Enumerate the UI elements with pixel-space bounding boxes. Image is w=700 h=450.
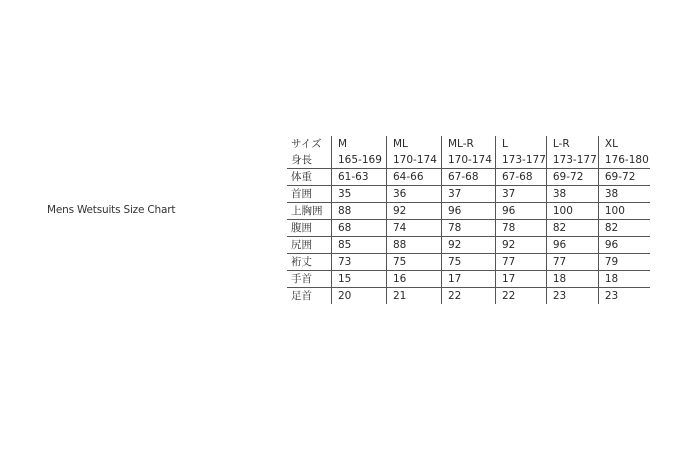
table-cell: 77 <box>496 254 547 271</box>
table-row <box>287 203 650 220</box>
table-cell: 67-68 <box>442 169 496 186</box>
header-cell-l: L <box>496 136 547 152</box>
table-cell: 173-177 <box>496 152 547 169</box>
table-cell: 88 <box>332 203 387 220</box>
table-cell: 170-174 <box>387 152 442 169</box>
table-cell: 82 <box>598 220 650 237</box>
table-cell: 96 <box>546 237 598 254</box>
table-cell: 23 <box>604 290 619 302</box>
row-label: 腹囲 <box>287 220 332 237</box>
table-cell: 85 <box>332 237 387 254</box>
table-cell: 67-68 <box>496 169 547 186</box>
table-cell: 79 <box>598 254 650 271</box>
table-cell: 82 <box>546 220 598 237</box>
table-cell: 165-169 <box>332 152 387 169</box>
table-cell: 17 <box>442 271 496 288</box>
table-cell: 36 <box>387 186 442 203</box>
row-label: 身長 <box>287 152 332 169</box>
row-label: 裄丈 <box>287 254 332 271</box>
table-cell: 100 <box>546 203 598 220</box>
table-row <box>287 271 650 288</box>
table-cell: 92 <box>496 237 547 254</box>
table-cell: 69-72 <box>598 169 650 186</box>
table-cell: 23 <box>546 288 598 305</box>
table-cell: 92 <box>387 203 442 220</box>
table-row <box>287 288 650 305</box>
table-cell: 37 <box>442 186 496 203</box>
header-cell-ml: ML <box>387 136 442 152</box>
table-cell: 92 <box>442 237 496 254</box>
header-row <box>287 136 650 152</box>
row-label: 上胸囲 <box>287 203 332 220</box>
row-label: 首囲 <box>287 186 332 203</box>
table-cell: 173-177 <box>546 152 598 169</box>
table-cell: 17 <box>496 271 547 288</box>
header-cell-l-r: L-R <box>546 136 598 152</box>
table-cell: 75 <box>387 254 442 271</box>
row-label: 足首 <box>287 288 332 305</box>
table-cell: 18 <box>546 271 598 288</box>
table-cell: 75 <box>442 254 496 271</box>
table-cell: 100 <box>598 203 650 220</box>
row-label: 尻囲 <box>287 237 332 254</box>
table-row <box>287 169 650 186</box>
row-label: 手首 <box>287 271 332 288</box>
table-cell: 96 <box>442 203 496 220</box>
table-cell: 69-72 <box>546 169 598 186</box>
table-cell: 21 <box>387 288 442 305</box>
table-cell: 78 <box>496 220 547 237</box>
table-cell: 96 <box>496 203 547 220</box>
table-cell: 16 <box>387 271 442 288</box>
table-cell: 74 <box>387 220 442 237</box>
table-cell: 37 <box>496 186 547 203</box>
header-cell-ml-r: ML-R <box>442 136 496 152</box>
table-cell: 96 <box>598 237 650 254</box>
table-cell: 35 <box>332 186 387 203</box>
table-cell: 18 <box>598 271 650 288</box>
table-cell: 77 <box>546 254 598 271</box>
table-cell: 20 <box>332 288 387 305</box>
table-cell: 64-66 <box>387 169 442 186</box>
table-row <box>287 186 650 203</box>
size-chart-table <box>287 136 650 304</box>
table-row <box>287 237 650 254</box>
table-cell: 15 <box>332 271 387 288</box>
table-cell: 38 <box>598 186 650 203</box>
header-cell-xl: XL <box>604 138 618 150</box>
table-cell: 170-174 <box>442 152 496 169</box>
table-cell: 88 <box>387 237 442 254</box>
row-label: 体重 <box>287 169 332 186</box>
table-cell: 73 <box>332 254 387 271</box>
table-cell: 68 <box>332 220 387 237</box>
table-cell: 176-180 <box>598 152 650 169</box>
table-row <box>287 152 650 169</box>
header-cell-size: サイズ <box>287 136 332 152</box>
table-cell: 78 <box>442 220 496 237</box>
table-row <box>287 220 650 237</box>
table-cell: 38 <box>546 186 598 203</box>
table-cell: 22 <box>496 288 547 305</box>
table-row <box>287 254 650 271</box>
table-cell: 61-63 <box>332 169 387 186</box>
header-cell-m: M <box>332 136 387 152</box>
chart-caption: Mens Wetsuits Size Chart <box>47 204 176 216</box>
table-cell: 22 <box>442 288 496 305</box>
